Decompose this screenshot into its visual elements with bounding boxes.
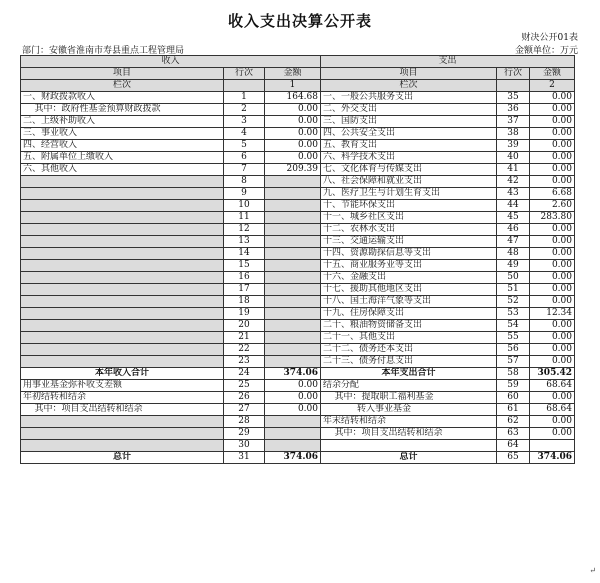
expense-item: 十五、商业服务业等支出 bbox=[321, 260, 497, 272]
expense-amount: 0.00 bbox=[530, 224, 575, 236]
expense-amount: 0.00 bbox=[530, 344, 575, 356]
expense-amount: 0.00 bbox=[530, 140, 575, 152]
income-line-number: 12 bbox=[224, 224, 265, 236]
expense-amount: 68.64 bbox=[530, 404, 575, 416]
income-amount: 0.00 bbox=[265, 404, 321, 416]
expense-line-number: 42 bbox=[497, 176, 530, 188]
expense-line-number: 36 bbox=[497, 104, 530, 116]
income-expense-table bbox=[20, 55, 575, 464]
form-number: 财决公开01表 bbox=[521, 33, 578, 43]
expense-line-header: 行次 bbox=[497, 68, 530, 80]
table-row bbox=[21, 104, 575, 116]
income-item bbox=[21, 416, 224, 428]
expense-item: 十一、城乡社区支出 bbox=[321, 212, 497, 224]
income-line-number: 5 bbox=[224, 140, 265, 152]
income-amount bbox=[265, 284, 321, 296]
expense-line-number: 41 bbox=[497, 164, 530, 176]
income-line-number: 28 bbox=[224, 416, 265, 428]
income-amount bbox=[265, 440, 321, 452]
expense-amount: 0.00 bbox=[530, 92, 575, 104]
expense-item: 七、文化体育与传媒支出 bbox=[321, 164, 497, 176]
income-amount: 0.00 bbox=[265, 392, 321, 404]
table-row bbox=[21, 164, 575, 176]
expense-header: 支出 bbox=[321, 56, 575, 68]
income-line-number: 1 bbox=[224, 92, 265, 104]
income-line-number: 10 bbox=[224, 200, 265, 212]
table-row bbox=[21, 344, 575, 356]
expense-item: 十六、金融支出 bbox=[321, 272, 497, 284]
expense-amount: 0.00 bbox=[530, 392, 575, 404]
expense-amount: 0.00 bbox=[530, 104, 575, 116]
income-line-number: 26 bbox=[224, 392, 265, 404]
expense-line-number: 59 bbox=[497, 380, 530, 392]
expense-item: 一、一般公共服务支出 bbox=[321, 92, 497, 104]
expense-item: 十七、援助其他地区支出 bbox=[321, 284, 497, 296]
income-amount bbox=[265, 236, 321, 248]
expense-item: 总计 bbox=[321, 452, 497, 464]
table-row bbox=[21, 176, 575, 188]
expense-item: 结余分配 bbox=[321, 380, 497, 392]
income-item bbox=[21, 176, 224, 188]
income-line-number: 31 bbox=[224, 452, 265, 464]
table-row bbox=[21, 260, 575, 272]
income-amount bbox=[265, 188, 321, 200]
income-item bbox=[21, 212, 224, 224]
income-item: 六、其他收入 bbox=[21, 164, 224, 176]
income-line-number: 19 bbox=[224, 308, 265, 320]
income-amount: 164.68 bbox=[265, 92, 321, 104]
income-item bbox=[21, 236, 224, 248]
expense-item: 其中：项目支出结转和结余 bbox=[321, 428, 497, 440]
expense-amount: 0.00 bbox=[530, 164, 575, 176]
table-row bbox=[21, 296, 575, 308]
table-row bbox=[21, 284, 575, 296]
income-amount bbox=[265, 428, 321, 440]
expense-item: 二、外交支出 bbox=[321, 104, 497, 116]
table-row bbox=[21, 92, 575, 104]
table-row bbox=[21, 128, 575, 140]
expense-line-number: 63 bbox=[497, 428, 530, 440]
expense-item: 五、教育支出 bbox=[321, 140, 497, 152]
income-amount bbox=[265, 260, 321, 272]
table-row bbox=[21, 392, 575, 404]
income-amount: 0.00 bbox=[265, 380, 321, 392]
expense-item: 二十二、债务还本支出 bbox=[321, 344, 497, 356]
income-line-number: 23 bbox=[224, 356, 265, 368]
income-item: 一、财政拨款收入 bbox=[21, 92, 224, 104]
income-amount bbox=[265, 212, 321, 224]
income-line-number: 9 bbox=[224, 188, 265, 200]
expense-item: 二十一、其他支出 bbox=[321, 332, 497, 344]
income-item bbox=[21, 260, 224, 272]
expense-amount bbox=[530, 440, 575, 452]
income-item bbox=[21, 428, 224, 440]
income-item: 年初结转和结余 bbox=[21, 392, 224, 404]
income-line-number: 24 bbox=[224, 368, 265, 380]
table-row bbox=[21, 416, 575, 428]
expense-line-number: 64 bbox=[497, 440, 530, 452]
expense-amount: 374.06 bbox=[530, 452, 575, 464]
income-line-number: 16 bbox=[224, 272, 265, 284]
expense-amount: 0.00 bbox=[530, 356, 575, 368]
income-item: 用事业基金弥补收支差额 bbox=[21, 380, 224, 392]
expense-line-number: 46 bbox=[497, 224, 530, 236]
income-line-number: 6 bbox=[224, 152, 265, 164]
expense-line-number: 60 bbox=[497, 392, 530, 404]
income-item: 四、经营收入 bbox=[21, 140, 224, 152]
expense-line-number: 44 bbox=[497, 200, 530, 212]
expense-item: 十九、住房保障支出 bbox=[321, 308, 497, 320]
income-item bbox=[21, 440, 224, 452]
expense-amount: 0.00 bbox=[530, 284, 575, 296]
expense-amount-header: 金额 bbox=[530, 68, 575, 80]
table-row bbox=[21, 356, 575, 368]
table-row bbox=[21, 452, 575, 464]
expense-item: 三、国防支出 bbox=[321, 116, 497, 128]
expense-item: 十三、交通运输支出 bbox=[321, 236, 497, 248]
expense-line-number: 52 bbox=[497, 296, 530, 308]
income-item: 五、附属单位上缴收入 bbox=[21, 152, 224, 164]
expense-item bbox=[321, 440, 497, 452]
income-amount bbox=[265, 176, 321, 188]
income-amount bbox=[265, 356, 321, 368]
expense-line-number: 61 bbox=[497, 404, 530, 416]
table-row bbox=[21, 380, 575, 392]
expense-amount: 12.34 bbox=[530, 308, 575, 320]
expense-line-number: 50 bbox=[497, 272, 530, 284]
expense-item: 年末结转和结余 bbox=[321, 416, 497, 428]
expense-amount: 0.00 bbox=[530, 128, 575, 140]
income-amount: 374.06 bbox=[265, 452, 321, 464]
expense-item: 二十、粮油物资储备支出 bbox=[321, 320, 497, 332]
income-header: 收入 bbox=[21, 56, 321, 68]
income-amount bbox=[265, 320, 321, 332]
income-amount bbox=[265, 272, 321, 284]
expense-line-number: 49 bbox=[497, 260, 530, 272]
expense-line-number: 62 bbox=[497, 416, 530, 428]
income-amount bbox=[265, 248, 321, 260]
expense-item: 十四、资源勘探信息等支出 bbox=[321, 248, 497, 260]
income-amount bbox=[265, 308, 321, 320]
income-item bbox=[21, 332, 224, 344]
department-label: 部门：安徽省淮南市寿县重点工程管理局 bbox=[22, 46, 185, 56]
table-row bbox=[21, 332, 575, 344]
income-item bbox=[21, 224, 224, 236]
expense-amount: 0.00 bbox=[530, 332, 575, 344]
table-row bbox=[21, 140, 575, 152]
expense-item: 九、医疗卫生与计划生育支出 bbox=[321, 188, 497, 200]
expense-line-number: 48 bbox=[497, 248, 530, 260]
expense-line-number: 57 bbox=[497, 356, 530, 368]
income-line-number: 25 bbox=[224, 380, 265, 392]
income-col-label: 栏次 bbox=[21, 80, 224, 92]
table-row bbox=[21, 248, 575, 260]
table-row bbox=[21, 200, 575, 212]
income-item bbox=[21, 284, 224, 296]
table-row bbox=[21, 320, 575, 332]
income-line-number: 3 bbox=[224, 116, 265, 128]
income-item bbox=[21, 320, 224, 332]
expense-item: 八、社会保障和就业支出 bbox=[321, 176, 497, 188]
expense-item: 十二、农林水支出 bbox=[321, 224, 497, 236]
table-row bbox=[21, 440, 575, 452]
income-line-number: 22 bbox=[224, 344, 265, 356]
expense-item: 二十三、债务付息支出 bbox=[321, 356, 497, 368]
income-line-number: 29 bbox=[224, 428, 265, 440]
expense-amount: 0.00 bbox=[530, 116, 575, 128]
expense-line-number: 51 bbox=[497, 284, 530, 296]
income-item-header: 项目 bbox=[21, 68, 224, 80]
expense-amount: 68.64 bbox=[530, 380, 575, 392]
income-item: 三、事业收入 bbox=[21, 128, 224, 140]
income-item: 本年收入合计 bbox=[21, 368, 224, 380]
income-amount: 0.00 bbox=[265, 152, 321, 164]
expense-col-label: 栏次 bbox=[321, 80, 497, 92]
income-item: 总计 bbox=[21, 452, 224, 464]
table-row bbox=[21, 272, 575, 284]
income-amount bbox=[265, 224, 321, 236]
expense-line-number: 65 bbox=[497, 452, 530, 464]
expense-amount: 6.68 bbox=[530, 188, 575, 200]
expense-line-number: 58 bbox=[497, 368, 530, 380]
table-row bbox=[21, 116, 575, 128]
income-item bbox=[21, 296, 224, 308]
table-row bbox=[21, 236, 575, 248]
income-item: 二、上级补助收入 bbox=[21, 116, 224, 128]
table-row bbox=[21, 212, 575, 224]
income-line-number: 20 bbox=[224, 320, 265, 332]
income-line-number: 30 bbox=[224, 440, 265, 452]
income-amount: 0.00 bbox=[265, 116, 321, 128]
expense-amount: 2.60 bbox=[530, 200, 575, 212]
income-line-number: 8 bbox=[224, 176, 265, 188]
expense-line-number: 37 bbox=[497, 116, 530, 128]
expense-amount: 0.00 bbox=[530, 248, 575, 260]
expense-amount: 0.00 bbox=[530, 320, 575, 332]
unit-label: 金额单位：万元 bbox=[514, 46, 578, 56]
expense-amount: 0.00 bbox=[530, 176, 575, 188]
expense-item: 六、科学技术支出 bbox=[321, 152, 497, 164]
income-amount bbox=[265, 200, 321, 212]
income-line-number: 11 bbox=[224, 212, 265, 224]
income-line-number: 18 bbox=[224, 296, 265, 308]
expense-line-number: 38 bbox=[497, 128, 530, 140]
expense-line-number: 35 bbox=[497, 92, 530, 104]
income-amount: 0.00 bbox=[265, 140, 321, 152]
income-item bbox=[21, 188, 224, 200]
income-item: 其中：政府性基金预算财政拨款 bbox=[21, 104, 224, 116]
income-line-number: 21 bbox=[224, 332, 265, 344]
income-amount bbox=[265, 296, 321, 308]
expense-amount: 0.00 bbox=[530, 272, 575, 284]
expense-line-number: 39 bbox=[497, 140, 530, 152]
income-amount: 0.00 bbox=[265, 104, 321, 116]
income-item bbox=[21, 356, 224, 368]
expense-amount: 0.00 bbox=[530, 152, 575, 164]
expense-item: 转入事业基金 bbox=[321, 404, 497, 416]
expense-line-number: 54 bbox=[497, 320, 530, 332]
income-line-header: 行次 bbox=[224, 68, 265, 80]
table-row bbox=[21, 368, 575, 380]
income-item: 其中：项目支出结转和结余 bbox=[21, 404, 224, 416]
income-item bbox=[21, 344, 224, 356]
table-row bbox=[21, 188, 575, 200]
expense-line-number: 56 bbox=[497, 344, 530, 356]
expense-item: 本年支出合计 bbox=[321, 368, 497, 380]
table-row bbox=[21, 308, 575, 320]
table-row bbox=[21, 224, 575, 236]
income-amount: 374.06 bbox=[265, 368, 321, 380]
income-amount bbox=[265, 332, 321, 344]
table-row bbox=[21, 152, 575, 164]
income-line-number: 13 bbox=[224, 236, 265, 248]
expense-line-number: 47 bbox=[497, 236, 530, 248]
income-line-number: 7 bbox=[224, 164, 265, 176]
income-amount: 209.39 bbox=[265, 164, 321, 176]
expense-amount: 0.00 bbox=[530, 236, 575, 248]
expense-line-number: 55 bbox=[497, 332, 530, 344]
expense-amount: 0.00 bbox=[530, 260, 575, 272]
paragraph-mark: ↵ bbox=[589, 566, 596, 575]
income-line-number: 4 bbox=[224, 128, 265, 140]
expense-amount: 0.00 bbox=[530, 416, 575, 428]
expense-line-number: 53 bbox=[497, 308, 530, 320]
page-title: 收入支出决算公开表 bbox=[227, 12, 372, 30]
income-amount-header: 金额 bbox=[265, 68, 321, 80]
income-item bbox=[21, 308, 224, 320]
expense-item: 四、公共安全支出 bbox=[321, 128, 497, 140]
income-line-number: 15 bbox=[224, 260, 265, 272]
income-item bbox=[21, 200, 224, 212]
income-amount: 0.00 bbox=[265, 128, 321, 140]
expense-item: 十、节能环保支出 bbox=[321, 200, 497, 212]
expense-amount: 283.80 bbox=[530, 212, 575, 224]
income-amount bbox=[265, 416, 321, 428]
income-item bbox=[21, 248, 224, 260]
expense-col-number: 2 bbox=[530, 80, 575, 92]
income-amount bbox=[265, 344, 321, 356]
expense-line-number: 43 bbox=[497, 188, 530, 200]
income-line-number: 27 bbox=[224, 404, 265, 416]
expense-item: 十八、国土海洋气象等支出 bbox=[321, 296, 497, 308]
expense-item-header: 项目 bbox=[321, 68, 497, 80]
income-line-number: 14 bbox=[224, 248, 265, 260]
income-line-number: 2 bbox=[224, 104, 265, 116]
table-row bbox=[21, 428, 575, 440]
expense-amount: 0.00 bbox=[530, 296, 575, 308]
expense-amount: 305.42 bbox=[530, 368, 575, 380]
income-line-number: 17 bbox=[224, 284, 265, 296]
expense-line-number: 40 bbox=[497, 152, 530, 164]
income-item bbox=[21, 272, 224, 284]
expense-amount: 0.00 bbox=[530, 428, 575, 440]
table-row bbox=[21, 404, 575, 416]
expense-line-number: 45 bbox=[497, 212, 530, 224]
expense-item: 其中：提取职工福利基金 bbox=[321, 392, 497, 404]
income-col-number: 1 bbox=[265, 80, 321, 92]
